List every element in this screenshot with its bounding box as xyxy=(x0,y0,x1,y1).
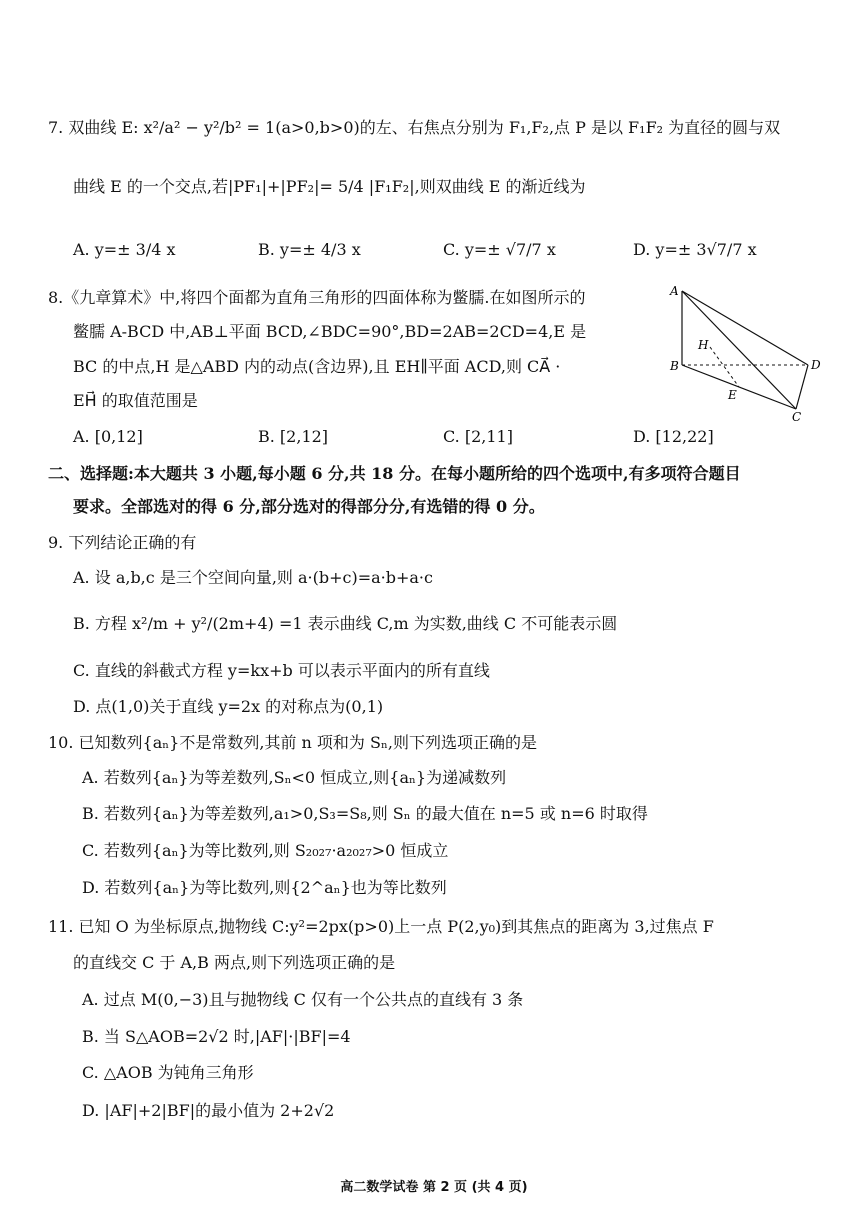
q9-option-b: B. 方程 x²/m + y²/(2m+4) =1 表示曲线 C,m 为实数,曲线 C 不可能表示圆 xyxy=(73,614,618,633)
q11-option-a: A. 过点 M(0,−3)且与抛物线 C 仅有一个公共点的直线有 3 条 xyxy=(82,990,524,1009)
q8-option-c: C. [2,11] xyxy=(443,427,513,446)
q7-option-b: B. y=± 4/3 x xyxy=(258,240,361,259)
section2-heading-line1: 二、选择题:本大题共 3 小题,每小题 6 分,共 18 分。在每小题所给的四个选项中,有多项符合题目 xyxy=(48,464,741,483)
q11-option-b: B. 当 S△AOB=2√2 时,|AF|·|BF|=4 xyxy=(82,1027,351,1046)
q7-line2: 曲线 E 的一个交点,若|PF₁|+|PF₂|= 5/4 |F₁F₂|,则双曲线 E 的渐近线为 xyxy=(73,177,586,196)
q9-option-a: A. 设 a,b,c 是三个空间向量,则 a·(b+c)=a·b+a·c xyxy=(73,568,433,587)
label-h: H xyxy=(698,338,709,352)
q9-option-d: D. 点(1,0)关于直线 y=2x 的对称点为(0,1) xyxy=(73,697,384,716)
q7-option-a: A. y=± 3/4 x xyxy=(73,240,176,259)
q9-option-c: C. 直线的斜截式方程 y=kx+b 可以表示平面内的所有直线 xyxy=(73,661,490,680)
label-d: D xyxy=(811,358,821,372)
section2-heading-line2: 要求。全部选对的得 6 分,部分选对的得部分分,有选错的得 0 分。 xyxy=(73,497,545,516)
page-footer: 高二数学试卷 第 2 页 (共 4 页) xyxy=(340,1180,528,1195)
edge-ad xyxy=(682,291,808,365)
q9-stem: 9. 下列结论正确的有 xyxy=(48,533,197,552)
q8-option-b: B. [2,12] xyxy=(258,427,329,446)
label-a: A xyxy=(670,284,679,298)
q10-option-d: D. 若数列{aₙ}为等比数列,则{2^aₙ}也为等比数列 xyxy=(82,878,447,897)
q10-option-a: A. 若数列{aₙ}为等差数列,Sₙ<0 恒成立,则{aₙ}为递减数列 xyxy=(82,768,507,787)
q8-line4: EH⃗ 的取值范围是 xyxy=(73,391,198,410)
q11-line1: 11. 已知 O 为坐标原点,抛物线 C:y²=2px(p>0)上一点 P(2,y₀)到其焦点的距离为 3,过焦点 F xyxy=(48,917,714,936)
q7-option-d: D. y=± 3√7/7 x xyxy=(633,240,757,259)
label-e: E xyxy=(728,388,737,402)
label-c: C xyxy=(792,410,802,423)
q7-option-c: C. y=± √7/7 x xyxy=(443,240,556,259)
q10-stem: 10. 已知数列{aₙ}不是常数列,其前 n 项和为 Sₙ,则下列选项正确的是 xyxy=(48,733,537,752)
q8-line1: 8.《九章算术》中,将四个面都为直角三角形的四面体称为鳖臑.在如图所示的 xyxy=(48,288,586,307)
q8-option-d: D. [12,22] xyxy=(633,427,714,446)
edge-dc xyxy=(796,365,808,409)
tetrahedron-figure xyxy=(668,283,828,423)
q7-line1: 7. 双曲线 E: x²/a² − y²/b² = 1(a>0,b>0)的左、右焦点分别为 F₁,F₂,点 P 是以 F₁F₂ 为直径的圆与双 xyxy=(48,118,781,137)
q10-option-c: C. 若数列{aₙ}为等比数列,则 S₂₀₂₇·a₂₀₂₇>0 恒成立 xyxy=(82,841,449,860)
q8-line2: 鳖臑 A-BCD 中,AB⊥平面 BCD,∠BDC=90°,BD=2AB=2CD=4,E 是 xyxy=(73,322,587,341)
q11-option-d: D. |AF|+2|BF|的最小值为 2+2√2 xyxy=(82,1101,335,1120)
label-b: B xyxy=(670,359,679,373)
q8-option-a: A. [0,12] xyxy=(73,427,143,446)
q11-line2: 的直线交 C 于 A,B 两点,则下列选项正确的是 xyxy=(73,953,396,972)
q8-line3: BC 的中点,H 是△ABD 内的动点(含边界),且 EH∥平面 ACD,则 CA⃗ · xyxy=(73,357,561,376)
q11-option-c: C. △AOB 为钝角三角形 xyxy=(82,1063,254,1082)
q10-option-b: B. 若数列{aₙ}为等差数列,a₁>0,S₃=S₈,则 Sₙ 的最大值在 n=5 或 n=6 时取得 xyxy=(82,804,648,823)
